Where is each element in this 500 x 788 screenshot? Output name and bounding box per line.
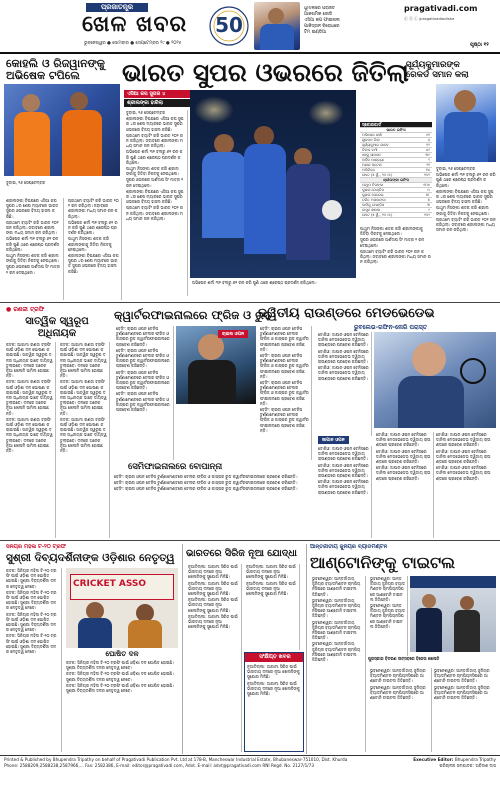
ranji-body-2: କଟକ: ଆଗାମୀ ରଣଜୀ ଟ୍ରଫି ପାଇଁ ଓଡ଼ିଶା ଦଳ ଘୋଷଣା କରାଯାଇଛି। ସାତ୍ୱିକ ସ୍ୱରୂପ ଦଳର ଅଧିନାୟକ ଭାବେ ଦାୟିତ୍ୱ ତୁଲାଇବେ। ଦଳରେ ଅନେକ ନୂଆ ଖେଳାଳି ସାମିଲ ହୋଇଛନ୍ତି। କଟକ: ଆଗାମୀ ରଣଜୀ ଟ୍ରଫି ପାଇଁ ଓଡ଼ିଶା ଦଳ ଘୋଷଣା କରାଯାଇଛି। ସାତ୍ୱିକ ସ୍ୱରୂପ ଦଳର ଅଧିନାୟକ ଭାବେ ଦାୟିତ୍ୱ ତୁଲାଇବେ। ଦଳରେ ଅନେକ ନୂଆ ଖେଳାଳି ସାମିଲ ହୋଇଛନ୍ତି। କଟକ: ଆଗାମୀ ରଣଜୀ ଟ୍ରଫି ପାଇଁ ଓଡ଼ିଶା ଦଳ ଘୋଷଣା କରାଯାଇଛି। ସାତ୍ୱିକ ସ୍ୱରୂପ ଦଳର ଅଧିନାୟକ ଭାବେ ଦାୟିତ୍ୱ ତୁଲାଇବେ। ଦଳରେ ଅନେକ ନୂଆ ଖେଳାଳି ସାମିଲ ହୋଇଛନ୍ତି। <box>58 342 110 538</box>
page-label: ପୃଷ୍ଠା ୧୨ <box>470 42 489 48</box>
player-runs: ୫ <box>427 198 430 202</box>
player-runs: ୧୦୭ <box>423 183 430 187</box>
player-runs: ୦ <box>427 188 430 192</box>
anniversary-logo: 50 <box>206 4 252 48</box>
lead-scorecard-below: ପାଥୁମ ନିସଙ୍କା ଶତକ କରି ଶ୍ରୀଲଙ୍କାକୁ ଜିତିବା ନିକଟକୁ ନେଇଥିଲେ। ସୁପର ଓଭରରେ ଅର୍ଶଦୀପ ସିଂ ମାତ୍ର ୨ ରନ ଦେଇଥିଲେ। ପ୍ରଥମେ ବ୍ୟାଟିଂ କରି ଭାରତ ୨୦୨ ରନ କରିଥିଲା। ଜବାବରେ ଶ୍ରୀଲଙ୍କା ମଧ୍ୟ ସମାନ ରନ କରିଥିଲା। <box>360 226 431 265</box>
player-runs: ୬୧ <box>425 133 430 137</box>
imprint-line-2: Phone: 2588209,2588238,2587966,... Fax: 2582386, E-mail: editor@pragativadi.com, Advt. E-mail: advt@pragativadi.com RNI Regd. No. 2127/1/73 <box>4 763 314 768</box>
player-name: ଚରିତ ଅସଲଙ୍କା <box>362 198 386 202</box>
player-name: ତିଲକ ବର୍ମା <box>362 148 378 152</box>
scorecard-row <box>360 213 432 218</box>
lead-main-photo <box>190 90 356 278</box>
player-name: ସୂର୍ଯ୍ୟକୁମାର ଯାଦବ <box>362 143 389 147</box>
player-name: ହାର୍ଦିକ ପାଣ୍ଡ୍ୟା <box>362 158 384 162</box>
lead-left-caption: ଦୁବାଇ, ୨୬ ସେପ୍ଟେମ୍ବର <box>6 180 46 185</box>
lead-sub-bar: ଏସିଆ କପ ସୁପର ୪ <box>124 90 190 98</box>
player-name: ଶୁଭମନ ଗିଲ <box>362 138 380 142</box>
tennis-right-body-3: ଟୋକିଓ: ଜାପାନ ଓପନ ଟେନିସରେ ଡାନିଲ ମେଡଭେଡେଭ ଦ୍ୱିତୀୟ ରାଉଣ୍ଡରେ ପ୍ରବେଶ କରିଛନ୍ତି। ଟୋକିଓ: ଜାପାନ ଓପନ ଟେନିସରେ ଡାନିଲ ମେଡଭେଡେଭ ଦ୍ୱିତୀୟ ରାଉଣ୍ଡରେ ପ୍ରବେଶ କରିଛନ୍ତି। ଟୋକିଓ: ଜାପାନ ଓପନ ଟେନିସରେ ଡାନିଲ ମେଡଭେଡେଭ ଦ୍ୱିତୀୟ ରାଉଣ୍ଡରେ ପ୍ରବେଶ କରିଛନ୍ତି। <box>374 432 434 538</box>
section-rule-1 <box>0 302 500 303</box>
player-runs: ୨୦୨ <box>423 173 430 177</box>
brief-box-title: ସଂକ୍ଷିପ୍ତ ଖବର <box>245 653 304 662</box>
player-name: ପାଥୁମ ନିସଙ୍କା <box>362 183 384 187</box>
tennis-left-body-1: ବେଜିଂ: ଚାଇନା ଓପନ ଟେନିସ ଟୁର୍ଣ୍ଣାମେଣ୍ଟରେ ଟେଲର ଫ୍ରିଜ ଓ କାସ୍ପର ରୁଡ କ୍ୱାର୍ଟରଫାଇନାଲରେ ପ୍ରବେଶ କରିଛନ୍ତି। ବେଜିଂ: ଚାଇନା ଓପନ ଟେନିସ ଟୁର୍ଣ୍ଣାମେଣ୍ଟରେ ଟେଲର ଫ୍ରିଜ ଓ କାସ୍ପର ରୁଡ କ୍ୱାର୍ଟରଫାଇନାଲରେ ପ୍ରବେଶ କରିଛନ୍ତି। ବେଜିଂ: ଚାଇନା ଓପନ ଟେନିସ ଟୁର୍ଣ୍ଣାମେଣ୍ଟରେ ଟେଲର ଫ୍ରିଜ ଓ କାସ୍ପର ରୁଡ କ୍ୱାର୍ଟରଫାଇନାଲରେ ପ୍ରବେଶ କରିଛନ୍ତି। ବେଜିଂ: ଚାଇନା ଓପନ ଟେନିସ ଟୁର୍ଣ୍ଣାମେଣ୍ଟରେ ଟେଲର ଫ୍ରିଜ ଓ କାସ୍ପର ରୁଡ କ୍ୱାର୍ଟରଫାଇନାଲରେ ପ୍ରବେଶ କରିଛନ୍ତି। <box>114 326 174 460</box>
scorecard <box>360 122 432 218</box>
right-kicker: ସୂର୍ଯ୍ୟକୁମାରଙ୍କ ରେକର୍ଡ ସମାନ କଲା <box>406 60 469 80</box>
managing-editor-credit: ପରିଚାଳନା ସମ୍ପାଦକ: ଅବିନାଶ ଦାସ <box>439 763 496 768</box>
tennis-left-sub-headline: ସେମିଫାଇନାଲରେ ବୋପାନ୍ନା <box>128 462 223 472</box>
tennis-left-headline: କ୍ୱାର୍ଟରଫାଇନାଲରେ ଫ୍ରିଜ ଓ ରୁଡ <box>114 308 273 322</box>
player-runs: ୪ <box>427 138 430 142</box>
ranji-tag: ● ରଣଜୀ ଟ୍ରଫି <box>6 306 45 313</box>
player-runs: ୧୪ <box>425 168 430 172</box>
masthead-rule <box>0 52 500 54</box>
bottom-left-photo <box>66 568 178 648</box>
player-name: ଅକ୍ଷର ପଟେଲ <box>362 163 382 167</box>
player-runs: ୫୮ <box>425 193 430 197</box>
banner-board: CRICKET ASSO <box>70 574 174 600</box>
bottom-right-body-3: ଭୁବନେଶ୍ୱର: ଆନ୍ତର୍ଜାତୀୟ ଜୁନିୟର ବ୍ୟାଡମିଣ୍ଟନ ଚାମ୍ପିୟନସିପରେ ଆଣ୍ଟୋନି ଟାଇଟଲ ଜିତିଛନ୍ତି। ଭୁବନେଶ୍ୱର: ଆନ୍ତର୍ଜାତୀୟ ଜୁନିୟର ବ୍ୟାଡମିଣ୍ଟନ ଚାମ୍ପିୟନସିପରେ ଆଣ୍ଟୋନି ଟାଇଟଲ ଜିତିଛନ୍ତି। <box>368 668 432 752</box>
brand-logo: ପ୍ରଜାତନ୍ତ୍ର <box>86 3 148 12</box>
masthead <box>0 0 500 56</box>
brief-box: ସଂକ୍ଷିପ୍ତ ଖବର ନୂଆଦିଲ୍ଲୀ: ଆଗାମୀ ସିରିଜ ପାଇଁ ଭାରତୀୟ ଦଳରେ ନୂଆ ଖେଳାଳିଙ୍କୁ ସୁଯୋଗ ମିଳିଛି। ନୂଆଦିଲ୍ଲୀ: ଆଗାମୀ ସିରିଜ ପାଇଁ ଭାରତୀୟ ଦଳରେ ନୂଆ ଖେଳାଳିଙ୍କୁ ସୁଯୋଗ ମିଳିଛି। <box>244 652 304 752</box>
imprint-line-1: Printed & Published by Bhupendra Tripathy on behalf of Pragativadi Publication Pvt. Ltd at 178-B, Mancheswar Industrial Estate, Bhubaneswar-751010, Dist. Khurda <box>4 757 348 762</box>
section-title: ଖେଳ ଖବର <box>82 12 188 37</box>
bottom-right-headline: ଆଣ୍ଟୋନିଙ୍କୁ ଟାଇଟଲ <box>310 553 456 572</box>
scorecard-sub: ଭାରତ ଇନିଂସ <box>360 128 432 133</box>
bottom-right-body-4: ଭୁବନେଶ୍ୱର: ଆନ୍ତର୍ଜାତୀୟ ଜୁନିୟର ବ୍ୟାଡମିଣ୍ଟନ ଚାମ୍ପିୟନସିପରେ ଆଣ୍ଟୋନି ଟାଇଟଲ ଜିତିଛନ୍ତି। ଭୁବନେଶ୍ୱର: ଆନ୍ତର୍ଜାତୀୟ ଜୁନିୟର ବ୍ୟାଡମିଣ୍ଟନ ଚାମ୍ପିୟନସିପରେ ଆଣ୍ଟୋନି ଟାଇଟଲ ଜିତିଛନ୍ତି। <box>434 668 490 701</box>
tennis-right-body-4: ଟୋକିଓ: ଜାପାନ ଓପନ ଟେନିସରେ ଡାନିଲ ମେଡଭେଡେଭ ଦ୍ୱିତୀୟ ରାଉଣ୍ଡରେ ପ୍ରବେଶ କରିଛନ୍ତି। ଟୋକିଓ: ଜାପାନ ଓପନ ଟେନିସରେ ଡାନିଲ ମେଡଭେଡେଭ ଦ୍ୱିତୀୟ ରାଉଣ୍ଡରେ ପ୍ରବେଶ କରିଛନ୍ତି। ଟୋକିଓ: ଜାପାନ ଓପନ ଟେନିସରେ ଡାନିଲ ମେଡଭେଡେଭ ଦ୍ୱିତୀୟ ରାଉଣ୍ଡରେ ପ୍ରବେଶ କରିଛନ୍ତି। <box>436 432 491 481</box>
player-runs: ୩ <box>427 203 430 207</box>
tennis-left-badge: ଚାଇନା ଓପନ <box>218 330 248 338</box>
site-name[interactable]: pragativadi.com <box>404 4 478 13</box>
bottom-right-kicker: ଆନ୍ତର୍ଜାତୀୟ ଜୁନିୟର ବ୍ୟାଡମିଣ୍ଟନ <box>310 544 388 550</box>
left-kicker: କୋହଲି ଓ ରିଜୱାନଙ୍କୁ ଅଭିଷେକ ଟପିଲେ <box>6 58 105 82</box>
tennis-left-body-3: ବେଜିଂ: ଚାଇନା ଓପନ ଟେନିସ ଟୁର୍ଣ୍ଣାମେଣ୍ଟରେ ଟେଲର ଫ୍ରିଜ ଓ କାସ୍ପର ରୁଡ କ୍ୱାର୍ଟରଫାଇନାଲରେ ପ୍ରବେଶ କରିଛନ୍ତି। ବେଜିଂ: ଚାଇନା ଓପନ ଟେନିସ ଟୁର୍ଣ୍ଣାମେଣ୍ଟରେ ଟେଲର ଫ୍ରିଜ ଓ କାସ୍ପର ରୁଡ କ୍ୱାର୍ଟରଫାଇନାଲରେ ପ୍ରବେଶ କରିଛନ୍ତି। ବେଜିଂ: ଚାଇନା ଓପନ ଟେନିସ ଟୁର୍ଣ୍ଣାମେଣ୍ଟରେ ଟେଲର ଫ୍ରିଜ ଓ କାସ୍ପର ରୁଡ କ୍ୱାର୍ଟରଫାଇନାଲରେ ପ୍ରବେଶ କରିଛନ୍ତି। <box>114 474 298 492</box>
bottom-left-kicker: ସିନିୟର ମହିଳା ଟି-୨୦ ଟ୍ରଫି <box>6 544 66 550</box>
tennis-right-body-2: ଟୋକିଓ: ଜାପାନ ଓପନ ଟେନିସରେ ଡାନିଲ ମେଡଭେଡେଭ ଦ୍ୱିତୀୟ ରାଉଣ୍ଡରେ ପ୍ରବେଶ କରିଛନ୍ତି। ଟୋକିଓ: ଜାପାନ ଓପନ ଟେନିସରେ ଡାନିଲ ମେଡଭେଡେଭ ଦ୍ୱିତୀୟ ରାଉଣ୍ଡରେ ପ୍ରବେଶ କରିଛନ୍ତି। ଟୋକିଓ: ଜାପାନ ଓପନ ଟେନିସରେ ଡାନିଲ ମେଡଭେଡେଭ ଦ୍ୱିତୀୟ ରାଉଣ୍ଡରେ ପ୍ରବେଶ କରିଛନ୍ତି। <box>316 446 372 538</box>
player-name: କୁଶଲ ମେଣ୍ଡିସ <box>362 188 384 192</box>
player-name: ଅତିରିକ୍ତ <box>362 168 376 172</box>
lead-left-photo <box>4 84 120 176</box>
bottom-right-photo <box>410 576 496 652</box>
social-handles: ⓕ ⓧ ⓘ /pragativadiodisha <box>404 16 455 21</box>
tennis-left-body-2: ବେଜିଂ: ଚାଇନା ଓପନ ଟେନିସ ଟୁର୍ଣ୍ଣାମେଣ୍ଟରେ ଟେଲର ଫ୍ରିଜ ଓ କାସ୍ପର ରୁଡ କ୍ୱାର୍ଟରଫାଇନାଲରେ ପ୍ରବେଶ କରିଛନ୍ତି। ବେଜିଂ: ଚାଇନା ଓପନ ଟେନିସ ଟୁର୍ଣ୍ଣାମେଣ୍ଟରେ ଟେଲର ଫ୍ରିଜ ଓ କାସ୍ପର ରୁଡ କ୍ୱାର୍ଟରଫାଇନାଲରେ ପ୍ରବେଶ କରିଛନ୍ତି। ବେଜିଂ: ଚାଇନା ଓପନ ଟେନିସ ଟୁର୍ଣ୍ଣାମେଣ୍ଟରେ ଟେଲର ଫ୍ରିଜ ଓ କାସ୍ପର ରୁଡ କ୍ୱାର୍ଟରଫାଇନାଲରେ ପ୍ରବେଶ କରିଛନ୍ତି। ବେଜିଂ: ଚାଇନା ଓପନ ଟେନିସ ଟୁର୍ଣ୍ଣାମେଣ୍ଟରେ ଟେଲର ଫ୍ରିଜ ଓ କାସ୍ପର ରୁଡ କ୍ୱାର୍ଟରଫାଇନାଲରେ ପ୍ରବେଶ କରିଛନ୍ତି। <box>258 326 312 460</box>
scorecard-sub-2: ଶ୍ରୀଲଙ୍କା ଇନିଂସ <box>360 178 432 183</box>
ranji-body-1: କଟକ: ଆଗାମୀ ରଣଜୀ ଟ୍ରଫି ପାଇଁ ଓଡ଼ିଶା ଦଳ ଘୋଷଣା କରାଯାଇଛି। ସାତ୍ୱିକ ସ୍ୱରୂପ ଦଳର ଅଧିନାୟକ ଭାବେ ଦାୟିତ୍ୱ ତୁଲାଇବେ। ଦଳରେ ଅନେକ ନୂଆ ଖେଳାଳି ସାମିଲ ହୋଇଛନ୍ତି। କଟକ: ଆଗାମୀ ରଣଜୀ ଟ୍ରଫି ପାଇଁ ଓଡ଼ିଶା ଦଳ ଘୋଷଣା କରାଯାଇଛି। ସାତ୍ୱିକ ସ୍ୱରୂପ ଦଳର ଅଧିନାୟକ ଭାବେ ଦାୟିତ୍ୱ ତୁଲାଇବେ। ଦଳରେ ଅନେକ ନୂଆ ଖେଳାଳି ସାମିଲ ହୋଇଛନ୍ତି। କଟକ: ଆଗାମୀ ରଣଜୀ ଟ୍ରଫି ପାଇଁ ଓଡ଼ିଶା ଦଳ ଘୋଷଣା କରାଯାଇଛି। ସାତ୍ୱିକ ସ୍ୱରୂପ ଦଳର ଅଧିନାୟକ ଭାବେ ଦାୟିତ୍ୱ ତୁଲାଇବେ। ଦଳରେ ଅନେକ ନୂଆ ଖେଳାଳି ସାମିଲ ହୋଇଛନ୍ତି। <box>4 342 56 538</box>
section-rule-2 <box>0 540 500 541</box>
tennis-right-badge: ଜାପାନ ଓପନ <box>318 436 349 444</box>
lead-col-1: ଶ୍ରୀଲଙ୍କା ବିପକ୍ଷରେ ଏସିଆ କପ ସୁପର ୪ର ଶେଷ ମ୍ୟାଚରେ ଭାରତ ସୁପର ଓଭରରେ ବିଜୟ ହାସଲ କରିଛି। ପ୍ରଥମେ ବ୍ୟାଟିଂ କରି ଭାରତ ୨୦୨ ରନ କରିଥିଲା। ଜବାବରେ ଶ୍ରୀଲଙ୍କା ମଧ୍ୟ ସମାନ ରନ କରିଥିଲା। ଅଭିଷେକ ଶର୍ମା ୩୧ ବଲରୁ ୬୧ ରନ କରି ପୁଣି ଥରେ ଶ୍ରେଷ୍ଠ ପ୍ରଦର୍ଶନ କରିଥିଲେ। ପାଥୁମ ନିସଙ୍କା ଶତକ କରି ଶ୍ରୀଲଙ୍କାକୁ ଜିତିବା ନିକଟକୁ ନେଇଥିଲେ। ସୁପର ଓଭରରେ ଅର୍ଶଦୀପ ସିଂ ମାତ୍ର ୨ ରନ ଦେଇଥିଲେ। <box>4 198 64 300</box>
bottom-right-caption: ପୁରସ୍କାର ବିତରଣ ଉତ୍ସବରେ ବିଜେତା ଖେଳାଳି <box>368 656 440 661</box>
masthead-photo <box>254 2 300 50</box>
bottom-left-caption-title: ଘୋଷିତ ଦଳ <box>105 650 139 658</box>
tennis-right-sub: ରୁବଲେଭ-ଗଫିନ-ନୋରି ପରାସ୍ତ <box>354 324 427 331</box>
player-name: ମୋଟ (୫ ୱି., ୨୦ ଓ.) <box>362 213 393 217</box>
imprint-footer <box>0 755 500 788</box>
bottom-left-body-2: କଟକ: ସିନିୟର ମହିଳା ଟି-୨୦ ଟ୍ରଫି ପାଇଁ ଓଡ଼ିଶା ଦଳ ଘୋଷିତ ହୋଇଛି। ସୁଶ୍ରୀ ଦିବ୍ୟଦର୍ଶିନୀ ଦଳର ନେତୃତ୍ୱ ନେବେ। କଟକ: ସିନିୟର ମହିଳା ଟି-୨୦ ଟ୍ରଫି ପାଇଁ ଓଡ଼ିଶା ଦଳ ଘୋଷିତ ହୋଇଛି। ସୁଶ୍ରୀ ଦିବ୍ୟଦର୍ଶିନୀ ଦଳର ନେତୃତ୍ୱ ନେବେ। କଟକ: ସିନିୟର ମହିଳା ଟି-୨୦ ଟ୍ରଫି ପାଇଁ ଓଡ଼ିଶା ଦଳ ଘୋଷିତ ହୋଇଛି। ସୁଶ୍ରୀ ଦିବ୍ୟଦର୍ଶିନୀ ଦଳର ନେତୃତ୍ୱ ନେବେ। <box>66 660 174 694</box>
player-runs: ୨ <box>428 158 430 162</box>
lead-col-3: ଦୁବାଇ, ୨୬ ସେପ୍ଟେମ୍ବର ଶ୍ରୀଲଙ୍କା ବିପକ୍ଷରେ ଏସିଆ କପ ସୁପର ୪ର ଶେଷ ମ୍ୟାଚରେ ଭାରତ ସୁପର ଓଭରରେ ବିଜୟ ହାସଲ କରିଛି। ପ୍ରଥମେ ବ୍ୟାଟିଂ କରି ଭାରତ ୨୦୨ ରନ କରିଥିଲା। ଜବାବରେ ଶ୍ରୀଲଙ୍କା ମଧ୍ୟ ସମାନ ରନ କରିଥିଲା। ଅଭିଷେକ ଶର୍ମା ୩୧ ବଲରୁ ୬୧ ରନ କରି ପୁଣି ଥରେ ଶ୍ରେଷ୍ଠ ପ୍ରଦର୍ଶନ କରିଥିଲେ। ପାଥୁମ ନିସଙ୍କା ଶତକ କରି ଶ୍ରୀଲଙ୍କାକୁ ଜିତିବା ନିକଟକୁ ନେଇଥିଲେ। ସୁପର ଓଭରରେ ଅର୍ଶଦୀପ ସିଂ ମାତ୍ର ୨ ରନ ଦେଇଥିଲେ। ଶ୍ରୀଲଙ୍କା ବିପକ୍ଷରେ ଏସିଆ କପ ସୁପର ୪ର ଶେଷ ମ୍ୟାଚରେ ଭାରତ ସୁପର ଓଭରରେ ବିଜୟ ହାସଲ କରିଛି। ପ୍ରଥମେ ବ୍ୟାଟିଂ କରି ଭାରତ ୨୦୨ ରନ କରିଥିଲା। ଜବାବରେ ଶ୍ରୀଲଙ୍କା ମଧ୍ୟ ସମାନ ରନ କରିଥିଲା। <box>124 110 188 296</box>
bottom-mid-headline: ଭାରତରେ ସିରିଜ ନୂଆ ଯୋଦ୍ଧା <box>186 548 297 559</box>
date-line: ଭୁବନେଶ୍ୱର ● ସୋମବାର ● ସେପ୍ଟେମ୍ବର ୨୯ ● ୨୦୨୫ <box>84 41 182 46</box>
tennis-right-photo <box>374 332 496 428</box>
player-runs: ୨୧ <box>426 163 430 167</box>
editor-credit: Executive Editor: Bhupendra Tripathy <box>413 757 496 762</box>
player-runs: ୩୯ <box>425 153 430 157</box>
player-runs: ୨୦୨ <box>423 213 430 217</box>
bottom-mid-body-1: ନୂଆଦିଲ୍ଲୀ: ଆଗାମୀ ସିରିଜ ପାଇଁ ଭାରତୀୟ ଦଳରେ ନୂଆ ଖେଳାଳିଙ୍କୁ ସୁଯୋଗ ମିଳିଛି। ନୂଆଦିଲ୍ଲୀ: ଆଗାମୀ ସିରିଜ ପାଇଁ ଭାରତୀୟ ଦଳରେ ନୂଆ ଖେଳାଳିଙ୍କୁ ସୁଯୋଗ ମିଳିଛି। ନୂଆଦିଲ୍ଲୀ: ଆଗାମୀ ସିରିଜ ପାଇଁ ଭାରତୀୟ ଦଳରେ ନୂଆ ଖେଳାଳିଙ୍କୁ ସୁଯୋଗ ମିଳିଛି। ନୂଆଦିଲ୍ଲୀ: ଆଗାମୀ ସିରିଜ ପାଇଁ ଭାରତୀୟ ଦଳରେ ନୂଆ ଖେଳାଳିଙ୍କୁ ସୁଯୋଗ ମିଳିଛି। <box>186 564 242 752</box>
lead-sub-bar-2: ଶ୍ରୀଲଙ୍କା ହାରିଲା <box>124 99 190 107</box>
player-name: କାମିନ୍ଦୁ ମେଣ୍ଡିସ <box>362 203 385 207</box>
tennis-right-headline: ଦ୍ୱିତୀୟ ରାଉଣ୍ଡରେ ମେଡଭେଡେଭ <box>258 306 435 321</box>
bottom-divider-2 <box>306 544 307 754</box>
player-runs: ୯ <box>428 208 430 212</box>
player-name: ସଞ୍ଜୁ ସାମସନ <box>362 153 381 157</box>
lead-right-photo <box>436 84 496 162</box>
tennis-right-body-1: ଟୋକିଓ: ଜାପାନ ଓପନ ଟେନିସରେ ଡାନିଲ ମେଡଭେଡେଭ ଦ୍ୱିତୀୟ ରାଉଣ୍ଡରେ ପ୍ରବେଶ କରିଛନ୍ତି। ଟୋକିଓ: ଜାପାନ ଓପନ ଟେନିସରେ ଡାନିଲ ମେଡଭେଡେଭ ଦ୍ୱିତୀୟ ରାଉଣ୍ଡରେ ପ୍ରବେଶ କରିଛନ୍ତି। ଟୋକିଓ: ଜାପାନ ଓପନ ଟେନିସରେ ଡାନିଲ ମେଡଭେଡେଭ ଦ୍ୱିତୀୟ ରାଉଣ୍ଡରେ ପ୍ରବେଶ କରିଛନ୍ତି। <box>316 332 372 436</box>
scorecard-title: ସ୍କୋରକାର୍ଡ <box>360 122 432 128</box>
player-name: କୁଶଲ ପେରେରା <box>362 193 384 197</box>
lead-col-2: ପ୍ରଥମେ ବ୍ୟାଟିଂ କରି ଭାରତ ୨୦୨ ରନ କରିଥିଲା। ଜବାବରେ ଶ୍ରୀଲଙ୍କା ମଧ୍ୟ ସମାନ ରନ କରିଥିଲା। ଅଭିଷେକ ଶର୍ମା ୩୧ ବଲରୁ ୬୧ ରନ କରି ପୁଣି ଥରେ ଶ୍ରେଷ୍ଠ ପ୍ରଦର୍ଶନ କରିଥିଲେ। ପାଥୁମ ନିସଙ୍କା ଶତକ କରି ଶ୍ରୀଲଙ୍କାକୁ ଜିତିବା ନିକଟକୁ ନେଇଥିଲେ। ଶ୍ରୀଲଙ୍କା ବିପକ୍ଷରେ ଏସିଆ କପ ସୁପର ୪ର ଶେଷ ମ୍ୟାଚରେ ଭାରତ ସୁପର ଓଭରରେ ବିଜୟ ହାସଲ କରିଛି। <box>66 198 122 300</box>
masthead-teaser: ଧୁମାଲରେ ପରାଜିତ ଆକଶମିକ ଜୋଡି ଏସିଆ କପ ଫାଇନାଲ ପାକିସ୍ତାନ ବିରୋଧରେ ଟିମ ଇଣ୍ଡିଆ <box>304 6 340 35</box>
player-runs: ୧୨ <box>426 143 430 147</box>
bottom-left-headline: ସୁଶ୍ରୀ ଦିବ୍ୟଦର୍ଶିନୀଙ୍କ ଓଡ଼ିଶାର ନେତୃତ୍ୱ <box>6 552 175 564</box>
player-name: ମୋଟ (୫ ୱି., ୨୦ ଓ.) <box>362 173 393 177</box>
lead-right-text: ଦୁବାଇ, ୨୬ ସେପ୍ଟେମ୍ବର ଅଭିଷେକ ଶର୍ମା ୩୧ ବଲରୁ ୬୧ ରନ କରି ପୁଣି ଥରେ ଶ୍ରେଷ୍ଠ ପ୍ରଦର୍ଶନ କରିଥିଲେ। ଶ୍ରୀଲଙ୍କା ବିପକ୍ଷରେ ଏସିଆ କପ ସୁପର ୪ର ଶେଷ ମ୍ୟାଚରେ ଭାରତ ସୁପର ଓଭରରେ ବିଜୟ ହାସଲ କରିଛି। ପାଥୁମ ନିସଙ୍କା ଶତକ କରି ଶ୍ରୀଲଙ୍କାକୁ ଜିତିବା ନିକଟକୁ ନେଇଥିଲେ। ପ୍ରଥମେ ବ୍ୟାଟିଂ କରି ଭାରତ ୨୦୨ ରନ କରିଥିଲା। ଜବାବରେ ଶ୍ରୀଲଙ୍କା ମଧ୍ୟ ସମାନ ରନ କରିଥିଲା। <box>436 166 496 233</box>
bottom-right-body-2: ଭୁବନେଶ୍ୱର: ଆନ୍ତର୍ଜାତୀୟ ଜୁନିୟର ବ୍ୟାଡମିଣ୍ଟନ ଚାମ୍ପିୟନସିପରେ ଆଣ୍ଟୋନି ଟାଇଟଲ ଜିତିଛନ୍ତି। ଭୁବନେଶ୍ୱର: ଆନ୍ତର୍ଜାତୀୟ ଜୁନିୟର ବ୍ୟାଡମିଣ୍ଟନ ଚାମ୍ପିୟନସିପରେ ଆଣ୍ଟୋନି ଟାଇଟଲ ଜିତିଛନ୍ତି। <box>368 576 408 656</box>
lead-headline: ଭାରତ ସୁପର ଓଭରରେ ଜିତିଲା <box>122 58 409 87</box>
bottom-right-body-1: ଭୁବନେଶ୍ୱର: ଆନ୍ତର୍ଜାତୀୟ ଜୁନିୟର ବ୍ୟାଡମିଣ୍ଟନ ଚାମ୍ପିୟନସିପରେ ଆଣ୍ଟୋନି ଟାଇଟଲ ଜିତିଛନ୍ତି। ଭୁବନେଶ୍ୱର: ଆନ୍ତର୍ଜାତୀୟ ଜୁନିୟର ବ୍ୟାଡମିଣ୍ଟନ ଚାମ୍ପିୟନସିପରେ ଆଣ୍ଟୋନି ଟାଇଟଲ ଜିତିଛନ୍ତି। ଭୁବନେଶ୍ୱର: ଆନ୍ତର୍ଜାତୀୟ ଜୁନିୟର ବ୍ୟାଡମିଣ୍ଟନ ଚାମ୍ପିୟନସିପରେ ଆଣ୍ଟୋନି ଟାଇଟଲ ଜିତିଛନ୍ତି। ଭୁବନେଶ୍ୱର: ଆନ୍ତର୍ଜାତୀୟ ଜୁନିୟର ବ୍ୟାଡମିଣ୍ଟନ ଚାମ୍ପିୟନସିପରେ ଆଣ୍ଟୋନି ଟାଇଟଲ ଜିତିଛନ୍ତି। <box>310 576 366 752</box>
bottom-divider-1 <box>182 544 183 754</box>
ranji-headline: ସାତ୍ୱିକ ସ୍ୱରୂପ ଅଧିନାୟକ <box>25 316 89 339</box>
player-runs: ୪୯ <box>425 148 430 152</box>
player-name: ଅଭିଷେକ ଶର୍ମା <box>362 133 383 137</box>
bottom-left-body-1: କଟକ: ସିନିୟର ମହିଳା ଟି-୨୦ ଟ୍ରଫି ପାଇଁ ଓଡ଼ିଶା ଦଳ ଘୋଷିତ ହୋଇଛି। ସୁଶ୍ରୀ ଦିବ୍ୟଦର୍ଶିନୀ ଦଳର ନେତୃତ୍ୱ ନେବେ। କଟକ: ସିନିୟର ମହିଳା ଟି-୨୦ ଟ୍ରଫି ପାଇଁ ଓଡ଼ିଶା ଦଳ ଘୋଷିତ ହୋଇଛି। ସୁଶ୍ରୀ ଦିବ୍ୟଦର୍ଶିନୀ ଦଳର ନେତୃତ୍ୱ ନେବେ। କଟକ: ସିନିୟର ମହିଳା ଟି-୨୦ ଟ୍ରଫି ପାଇଁ ଓଡ଼ିଶା ଦଳ ଘୋଷିତ ହୋଇଛି। ସୁଶ୍ରୀ ଦିବ୍ୟଦର୍ଶିନୀ ଦଳର ନେତୃତ୍ୱ ନେବେ। କଟକ: ସିନିୟର ମହିଳା ଟି-୨୦ ଟ୍ରଫି ପାଇଁ ଓଡ଼ିଶା ଦଳ ଘୋଷିତ ହୋଇଛି। ସୁଶ୍ରୀ ଦିବ୍ୟଦର୍ଶିନୀ ଦଳର ନେତୃତ୍ୱ ନେବେ। <box>4 568 62 752</box>
bottom-mid-body-2: ନୂଆଦିଲ୍ଲୀ: ଆଗାମୀ ସିରିଜ ପାଇଁ ଭାରତୀୟ ଦଳରେ ନୂଆ ଖେଳାଳିଙ୍କୁ ସୁଯୋଗ ମିଳିଛି। ନୂଆଦିଲ୍ଲୀ: ଆଗାମୀ ସିରିଜ ପାଇଁ ଭାରତୀୟ ଦଳରେ ନୂଆ ଖେଳାଳିଙ୍କୁ ସୁଯୋଗ ମିଳିଛି। <box>244 564 300 650</box>
player-name: ଦାସୁନ ଶନାକା <box>362 208 381 212</box>
lead-photo-caption: ଅଭିଷେକ ଶର୍ମା ୩୧ ବଲରୁ ୬୧ ରନ କରି ପୁଣି ଥରେ ଶ୍ରେଷ୍ଠ ପ୍ରଦର୍ଶନ କରିଥିଲେ। <box>192 280 317 285</box>
